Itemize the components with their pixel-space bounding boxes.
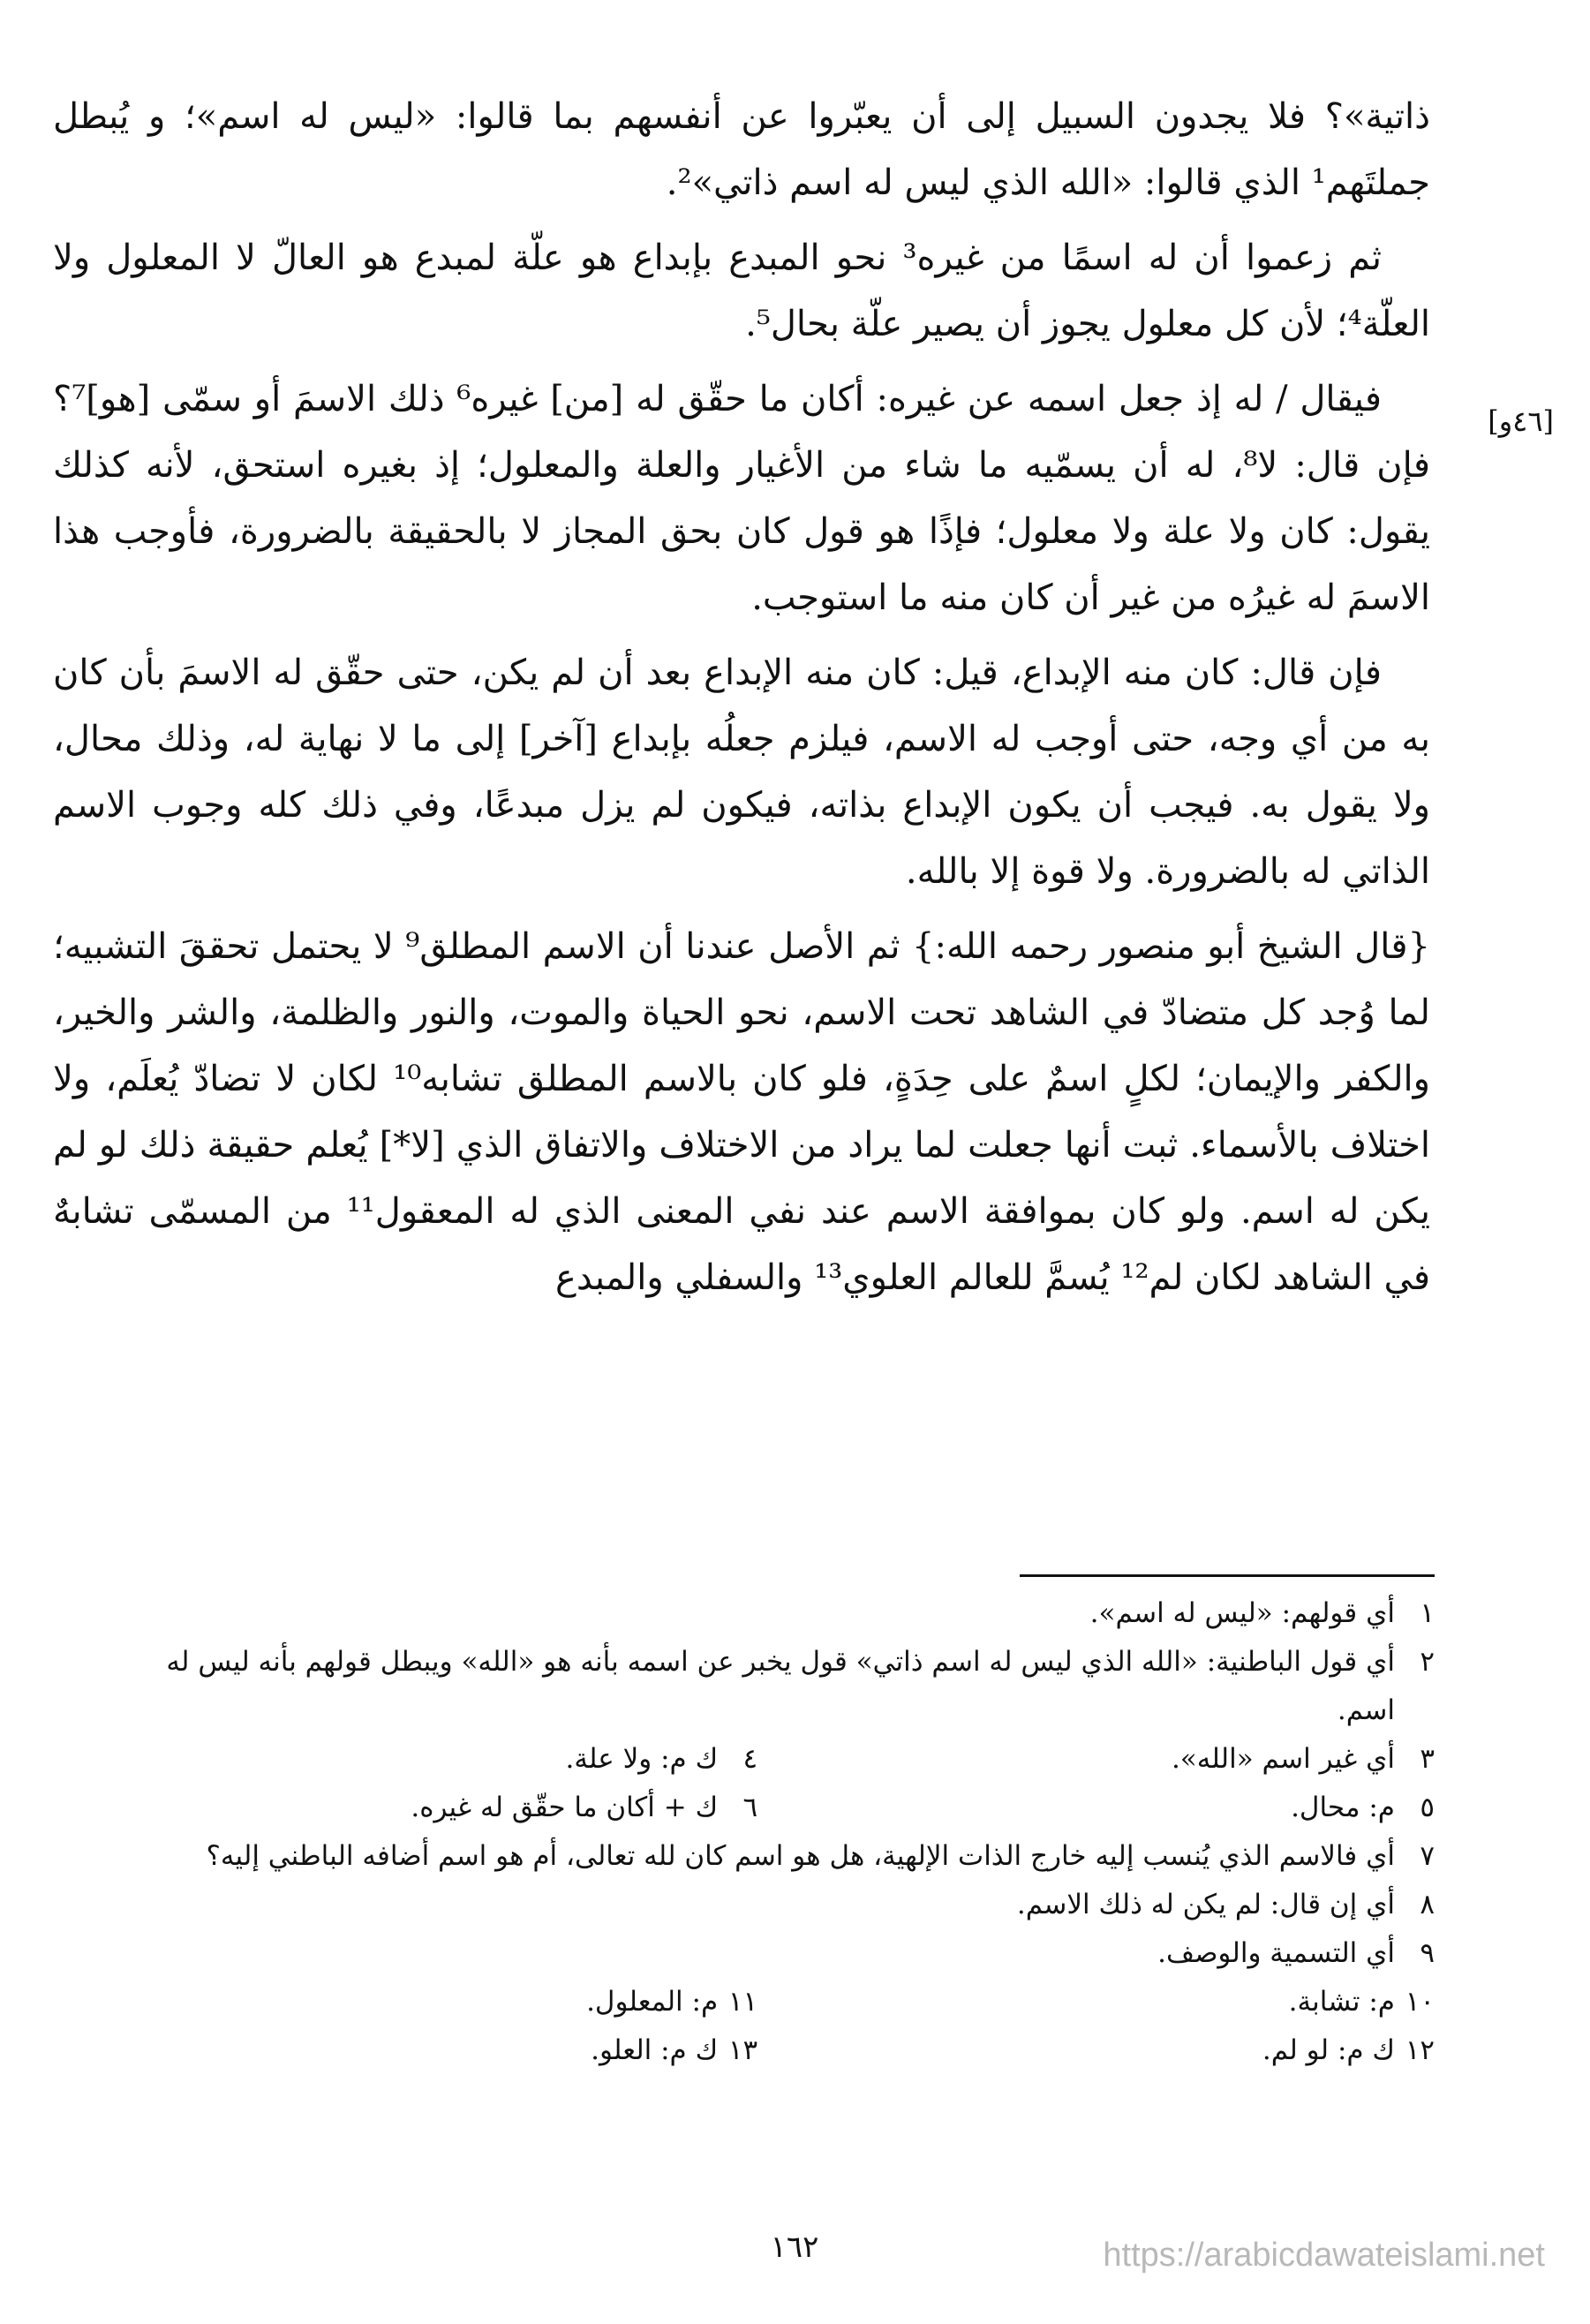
footnote-4 xyxy=(80,1735,757,1784)
footnote-number: ٧ xyxy=(1420,1840,1435,1872)
footnote-text: ك + أكان ما حقّق له غيره. xyxy=(411,1792,719,1823)
paragraph-5: {قال الشيخ أبو منصور رحمه الله:} ثم الأصل عندنا أن الاسم المطلق⁹ لا يحتمل تحققَ التشبيه؛ لما وُجد كل متضادّ في الشاهد تحت الاسم، نحو الحياة والموت، والنور والظلمة، والشر والخير، والكفر والإيمان؛ لكلٍ اسمٌ على حِدَةٍ، فلو كان بالاسم المطلق تشابه¹⁰ لكان لا تضادّ يُعلَم، ولا اختلاف بالأسماء. ثبت أنها جعلت لما يراد من الاختلاف والاتفاق الذي [لا*] يُعلم حقيقة ذلك لو لم يكن له اسم. ولو كان بموافقة الاسم عند نفي المعنى الذي له المعقول¹¹ من المسمّى تشابهٌ في الشاهد لكان لم¹² يُسمَّ للعالم العلوي¹³ والسفلي والمبدع xyxy=(53,926,1430,1298)
footnote-text: أي قولهم: «ليس له اسم». xyxy=(1089,1597,1395,1629)
paragraph-4: فإن قال: كان منه الإبداع، قيل: كان منه الإبداع بعد أن لم يكن، حتى حقّق له الاسمَ بأن كان به من أي وجه، حتى أوجب له الاسم، فيلزم جعلُه بإبداع [آخر] إلى ما لا نهاية له، وذلك محال، ولا يقول به. فيجب أن يكون الإبداع بذاته، فيكون لم يزل مبدعًا، وفي ذلك كله وجوب الاسم الذاتي له بالضرورة. ولا قوة إلا بالله. xyxy=(53,653,1430,892)
footnote-8 xyxy=(53,1881,1435,1929)
page-number: ١٦٢ xyxy=(770,2230,819,2265)
folio-margin-note: [٤٦و] xyxy=(1488,404,1554,438)
footnote-9 xyxy=(53,1929,1435,1978)
footnote-13 xyxy=(80,2026,757,2075)
footnote-5 xyxy=(757,1784,1435,1832)
footnote-10 xyxy=(757,1978,1435,2026)
footnote-number: ٦ xyxy=(742,1792,758,1823)
main-text xyxy=(53,84,1430,1320)
footnote-number: ١٢ xyxy=(1405,2034,1435,2066)
watermark-url: https://arabicdawateislami.net xyxy=(1103,2237,1545,2274)
footnote-divider xyxy=(1020,1574,1435,1577)
paragraph-1: ذاتية»؟ فلا يجدون السبيل إلى أن يعبّروا عن أنفسهم بما قالوا: «ليس له اسم»؛ و يُبطل جملتَهم¹ الذي قالوا: «الله الذي ليس له اسم ذاتي»². xyxy=(53,96,1430,203)
footnote-text: ك م: ولا علة. xyxy=(565,1743,719,1775)
footnote-text: أي قول الباطنية: «الله الذي ليس له اسم ذاتي» قول يخبر عن اسمه بأنه هو «الله» ويبطل قولهم بأنه ليس له xyxy=(166,1646,1395,1678)
footnote-7 xyxy=(53,1832,1435,1881)
footnote-number: ٨ xyxy=(1420,1889,1435,1920)
footnote-2-continuation: اسم. xyxy=(1337,1694,1395,1726)
footnote-text: أي غير اسم «الله». xyxy=(1171,1743,1395,1775)
footnote-text: أي التسمية والوصف. xyxy=(1157,1937,1395,1969)
footnote-row xyxy=(53,1978,1435,2026)
footnote-text: أي فالاسم الذي يُنسب إليه خارج الذات الإلهية، هل هو اسم كان لله تعالى، أم هو اسم أضافه الباطني إليه؟ xyxy=(206,1840,1395,1872)
footnote-number: ٢ xyxy=(1420,1646,1435,1678)
paragraph-2: ثم زعموا أن له اسمًا من غيره³ نحو المبدع بإبداع هو علّة لمبدع هو العالّ لا المعلول ولا العلّة⁴؛ لأن كل معلول يجوز أن يصير علّة بحال⁵. xyxy=(53,238,1430,344)
footnote-number: ٩ xyxy=(1420,1937,1435,1969)
footnote-number: ١١ xyxy=(727,1986,758,2018)
footnote-text: ك م: لو لم. xyxy=(1262,2034,1395,2066)
paragraph-3: فيقال / له إذ جعل اسمه عن غيره: أكان ما حقّق له [من] غيره⁶ ذلك الاسمَ أو سمّى [هو]⁷؟ فإن قال: لا⁸، له أن يسمّيه ما شاء من الأغيار والعلة والمعلول؛ إذ بغيره استحق، لأنه كذلك يقول: كان ولا علة ولا معلول؛ فإذًا هو قول كان بحق المجاز لا بالحقيقة بالضرورة، فأوجب هذا الاسمَ له غيرُه من غير أن كان منه ما استوجب. xyxy=(53,379,1430,618)
footnote-1 xyxy=(53,1589,1435,1638)
footnotes xyxy=(53,1589,1435,2075)
footnote-number: ١٣ xyxy=(727,2034,758,2066)
footnote-number: ١٠ xyxy=(1405,1986,1435,2018)
footnote-11 xyxy=(80,1978,757,2026)
footnote-text: م: محال. xyxy=(1291,1792,1395,1823)
footnote-12 xyxy=(757,2026,1435,2075)
footnote-6 xyxy=(80,1784,757,1832)
footnote-text: م: تشابة. xyxy=(1288,1986,1395,2018)
footnote-row xyxy=(53,1784,1435,1832)
footnote-text: ك م: العلو. xyxy=(591,2034,719,2066)
footnote-number: ٤ xyxy=(742,1743,758,1775)
footnote-number: ١ xyxy=(1420,1597,1435,1629)
footnote-number: ٥ xyxy=(1420,1792,1435,1823)
footnote-row xyxy=(53,2026,1435,2075)
footnote-2 xyxy=(53,1638,1435,1686)
footnote-text: م: المعلول. xyxy=(586,1986,719,2018)
footnote-3 xyxy=(757,1735,1435,1784)
footnote-number: ٣ xyxy=(1420,1743,1435,1775)
footnote-row xyxy=(53,1735,1435,1784)
footnote-text: أي إن قال: لم يكن له ذلك الاسم. xyxy=(1016,1889,1395,1920)
